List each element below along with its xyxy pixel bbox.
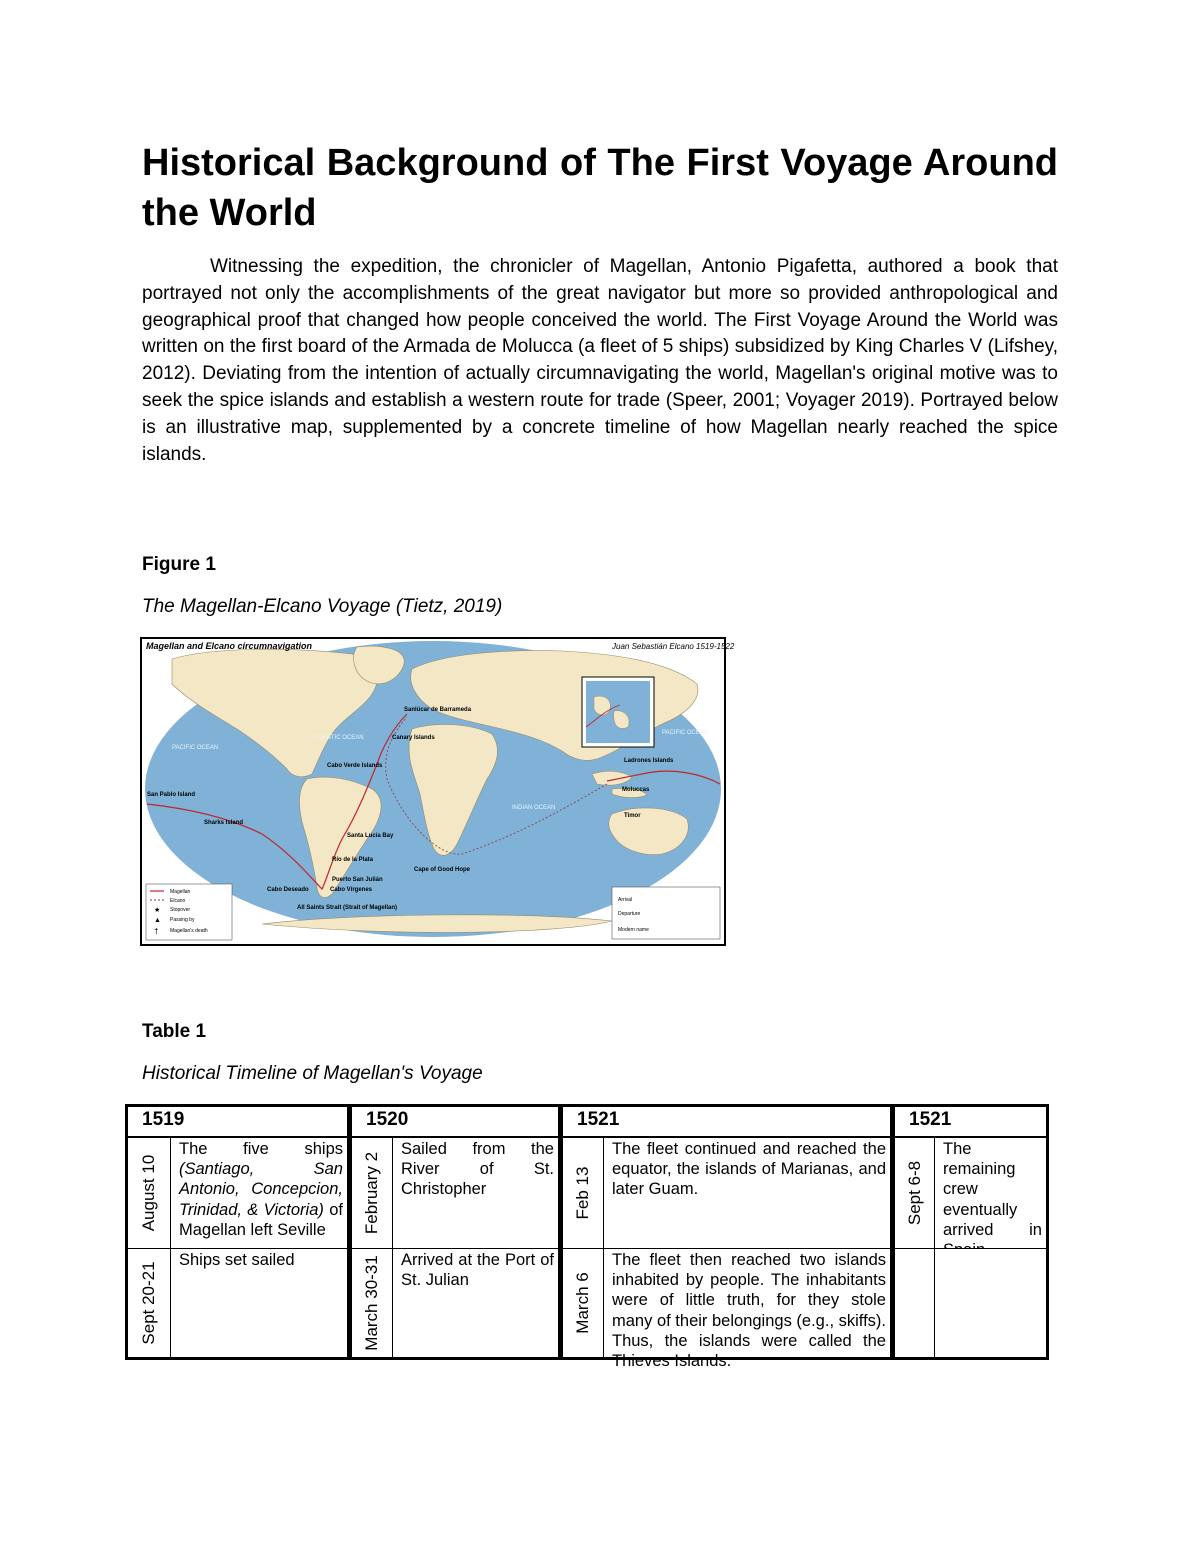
legend-modern: Modern name	[618, 927, 649, 933]
event-text: The five ships	[179, 1140, 343, 1158]
date-cell	[128, 1249, 170, 1357]
date-label: Sept 6-8	[904, 1160, 924, 1226]
legend-stopover: Stopover	[170, 907, 191, 913]
label-sanlucar: Sanlúcar de Barrameda	[404, 707, 472, 713]
event-cell: Arrived at the Port of St. Julian	[393, 1249, 558, 1357]
timeline-table	[125, 1104, 1049, 1371]
legend-death: Magellan's death	[170, 928, 208, 934]
label-indian: INDIAN OCEAN	[512, 805, 556, 811]
label-virgenes: Cabo Vírgenes	[330, 887, 373, 893]
label-san-pablo: San Pablo Island	[147, 792, 196, 798]
label-canary: Canary Islands	[392, 735, 435, 741]
svg-text:▲: ▲	[154, 917, 161, 924]
svg-text:†: †	[154, 927, 159, 936]
label-pacific-n: PACIFIC OCEAN	[172, 745, 219, 751]
year-header-1519: 1519	[128, 1107, 347, 1136]
year-header-1520: 1520	[352, 1107, 558, 1136]
map-title-right: Juan Sebastián Elcano 1519-1522	[612, 642, 735, 651]
event-cell	[171, 1138, 347, 1248]
label-san-julian: Puerto San Julián	[332, 877, 383, 883]
date-label: February 2	[362, 1151, 381, 1235]
date-label: August 10	[139, 1154, 158, 1232]
legend-elcano: Elcano	[170, 898, 186, 904]
label-sharks: Sharks Island	[204, 820, 244, 826]
label-cape-verde: Cabo Verde Islands	[327, 763, 383, 769]
ship-names: (Santiago, San Antonio, Concepcion, Trinidad, & Victoria)	[179, 1160, 343, 1219]
figure-label: Figure 1	[142, 554, 216, 575]
table-caption: Historical Timeline of Magellan's Voyage	[142, 1063, 483, 1084]
label-timor: Timor	[624, 813, 641, 819]
map-title-left: Magellan and Elcano circumnavigation	[146, 641, 313, 651]
intro-paragraph: Witnessing the expedition, the chronicler of Magellan, Antonio Pigafetta, authored a book that portrayed not only the accomplishments of the great navigator but more so provided anthropological and geographical proof that changed how people conceived the world. The First Voyage Around the World was written on the first board of the Armada de Molucca (a fleet of 5 ships) subsidized by King Charles V (Lifshey, 2012). Deviating from the intention of actually circumnavigating the world, Magellan's original motive was to seek the spice islands and establish a western route for trade (Speer, 2001; Voyager 2019). Portrayed below is an illustrative map, supplemented by a concrete timeline of how Magellan nearly reached the spice islands.	[142, 256, 1058, 465]
label-moluccas: Moluccas	[622, 787, 650, 793]
date-label: Sept 20-21	[139, 1261, 158, 1345]
date-cell	[352, 1138, 392, 1248]
legend-departure: Departure	[618, 911, 641, 917]
legend-passing: Passing by	[170, 917, 195, 923]
date-cell	[563, 1249, 603, 1357]
date-label: March 6	[573, 1272, 592, 1334]
label-ladrones: Ladrones Islands	[624, 758, 674, 764]
date-cell	[352, 1249, 392, 1357]
date-cell	[563, 1138, 603, 1248]
event-cell	[935, 1249, 1046, 1357]
label-santa-lucia: Santa Lucía Bay	[347, 833, 394, 839]
event-cell: Ships set sailed	[171, 1249, 347, 1357]
svg-text:★: ★	[154, 907, 161, 914]
date-label: Feb 13	[573, 1166, 592, 1220]
event-cell: The fleet then reached two islands inhabited by people. The inhabitants were of little truth, for they stole many of their belongings (e.g., skiffs). Thus, the islands were called the Thieves Islands.	[604, 1249, 890, 1357]
year-header-1521-a: 1521	[563, 1107, 890, 1136]
date-label: March 30-31	[362, 1255, 381, 1351]
figure-caption: The Magellan-Elcano Voyage (Tietz, 2019)	[142, 596, 503, 617]
label-rio-plata: Río de la Plata	[332, 857, 374, 863]
label-atlantic: ATLANTIC OCEAN	[312, 735, 364, 741]
label-good-hope: Cape of Good Hope	[414, 867, 470, 873]
event-cell: Sailed from the River of St. Christopher	[393, 1138, 558, 1248]
event-text: of Magellan left Seville	[179, 1200, 343, 1239]
date-cell	[895, 1138, 934, 1248]
page-title: Historical Background of The First Voyage Around the World	[142, 142, 1058, 234]
label-deseado: Cabo Deseado	[267, 887, 309, 893]
label-strait: All Saints Strait (Strait of Magellan)	[297, 905, 398, 911]
voyage-map	[140, 637, 735, 946]
legend-magellan: Magellan	[170, 889, 191, 895]
date-cell	[128, 1138, 170, 1248]
legend-arrival: Arrival	[618, 897, 633, 903]
year-header-1521-b: 1521	[895, 1107, 1046, 1136]
event-cell: The remaining crew eventually arrived in	[935, 1138, 1046, 1248]
table-label: Table 1	[142, 1021, 207, 1042]
label-pacific-s: PACIFIC OCEAN	[662, 730, 709, 736]
event-cell: The fleet continued and reached the equator, the islands of Marianas, and later Guam.	[604, 1138, 890, 1248]
date-cell	[895, 1249, 934, 1357]
